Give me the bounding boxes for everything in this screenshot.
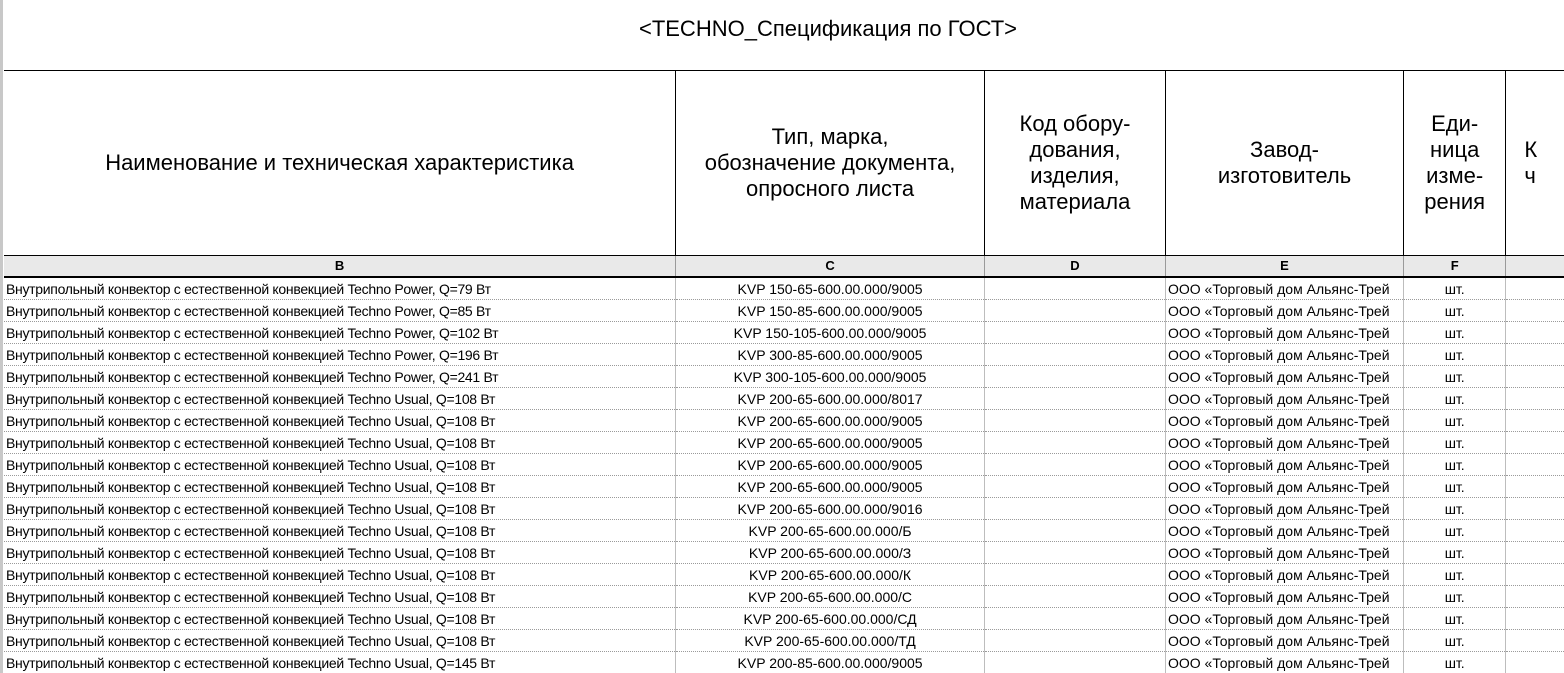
cell-manufacturer[interactable]: ООО «Торговый дом Альянс-Трей xyxy=(1165,277,1403,300)
table-row[interactable] xyxy=(4,476,1564,498)
cell-type[interactable]: KVP 200-65-600.00.000/9005 xyxy=(676,432,985,454)
column-letter-b[interactable]: B xyxy=(4,256,676,278)
cell-unit[interactable]: шт. xyxy=(1404,344,1506,366)
cell-type[interactable]: KVP 300-105-600.00.000/9005 xyxy=(676,366,985,388)
cell-type[interactable]: KVP 200-65-600.00.000/С xyxy=(676,586,985,608)
cell-unit[interactable]: шт. xyxy=(1404,498,1506,520)
cell-unit[interactable]: шт. xyxy=(1404,388,1506,410)
cell-name[interactable]: Внутрипольный конвектор с естественной конвекцией Techno Usual, Q=145 Вт xyxy=(4,652,676,673)
cell-quantity[interactable] xyxy=(1506,498,1564,520)
cell-unit[interactable]: шт. xyxy=(1404,608,1506,630)
cell-unit[interactable]: шт. xyxy=(1404,410,1506,432)
cell-unit[interactable]: шт. xyxy=(1404,322,1506,344)
cell-manufacturer[interactable]: ООО «Торговый дом Альянс-Трей xyxy=(1165,520,1403,542)
table-row[interactable] xyxy=(4,454,1564,476)
cell-name[interactable]: Внутрипольный конвектор с естественной конвекцией Techno Usual, Q=108 Вт xyxy=(4,520,676,542)
cell-code[interactable] xyxy=(985,498,1166,520)
cell-code[interactable] xyxy=(985,454,1166,476)
cell-code[interactable] xyxy=(985,608,1166,630)
cell-manufacturer[interactable]: ООО «Торговый дом Альянс-Трей xyxy=(1165,344,1403,366)
table-row[interactable] xyxy=(4,366,1564,388)
cell-code[interactable] xyxy=(985,277,1166,300)
cell-unit[interactable]: шт. xyxy=(1404,432,1506,454)
table-row[interactable] xyxy=(4,388,1564,410)
cell-quantity[interactable] xyxy=(1506,586,1564,608)
cell-quantity[interactable] xyxy=(1506,630,1564,652)
cell-code[interactable] xyxy=(985,300,1166,322)
table-row[interactable] xyxy=(4,300,1564,322)
cell-code[interactable] xyxy=(985,344,1166,366)
cell-type[interactable]: KVP 200-65-600.00.000/9005 xyxy=(676,410,985,432)
column-letter-d[interactable]: D xyxy=(985,256,1166,278)
cell-name[interactable]: Внутрипольный конвектор с естественной конвекцией Techno Power, Q=79 Вт xyxy=(4,277,676,300)
cell-name[interactable]: Внутрипольный конвектор с естественной конвекцией Techno Usual, Q=108 Вт xyxy=(4,498,676,520)
cell-unit[interactable]: шт. xyxy=(1404,542,1506,564)
header-unit[interactable]: Еди- ница изме- рения xyxy=(1404,71,1506,256)
cell-quantity[interactable] xyxy=(1506,564,1564,586)
cell-unit[interactable]: шт. xyxy=(1404,630,1506,652)
cell-manufacturer[interactable]: ООО «Торговый дом Альянс-Трей xyxy=(1165,608,1403,630)
cell-code[interactable] xyxy=(985,520,1166,542)
cell-manufacturer[interactable]: ООО «Торговый дом Альянс-Трей xyxy=(1165,454,1403,476)
cell-manufacturer[interactable]: ООО «Торговый дом Альянс-Трей xyxy=(1165,300,1403,322)
table-row[interactable] xyxy=(4,542,1564,564)
cell-code[interactable] xyxy=(985,564,1166,586)
column-letter-c[interactable]: C xyxy=(676,256,985,278)
cell-type[interactable]: KVP 200-65-600.00.000/СД xyxy=(676,608,985,630)
cell-unit[interactable]: шт. xyxy=(1404,476,1506,498)
cell-name[interactable]: Внутрипольный конвектор с естественной конвекцией Techno Power, Q=196 Вт xyxy=(4,344,676,366)
cell-quantity[interactable] xyxy=(1506,366,1564,388)
cell-name[interactable]: Внутрипольный конвектор с естественной конвекцией Techno Usual, Q=108 Вт xyxy=(4,564,676,586)
cell-code[interactable] xyxy=(985,630,1166,652)
cell-quantity[interactable] xyxy=(1506,432,1564,454)
cell-manufacturer[interactable]: ООО «Торговый дом Альянс-Трей xyxy=(1165,322,1403,344)
cell-name[interactable]: Внутрипольный конвектор с естественной конвекцией Techno Usual, Q=108 Вт xyxy=(4,586,676,608)
cell-type[interactable]: KVP 200-65-600.00.000/З xyxy=(676,542,985,564)
cell-type[interactable]: KVP 200-65-600.00.000/9016 xyxy=(676,498,985,520)
cell-type[interactable]: KVP 200-65-600.00.000/9005 xyxy=(676,454,985,476)
cell-name[interactable]: Внутрипольный конвектор с естественной конвекцией Techno Usual, Q=108 Вт xyxy=(4,388,676,410)
cell-manufacturer[interactable]: ООО «Торговый дом Альянс-Трей xyxy=(1165,586,1403,608)
cell-code[interactable] xyxy=(985,388,1166,410)
table-row[interactable] xyxy=(4,410,1564,432)
schedule-body xyxy=(4,277,1564,673)
cell-manufacturer[interactable]: ООО «Торговый дом Альянс-Трей xyxy=(1165,366,1403,388)
cell-name[interactable]: Внутрипольный конвектор с естественной конвекцией Techno Usual, Q=108 Вт xyxy=(4,608,676,630)
table-row[interactable] xyxy=(4,344,1564,366)
table-row[interactable] xyxy=(4,630,1564,652)
cell-name[interactable]: Внутрипольный конвектор с естественной конвекцией Techno Power, Q=102 Вт xyxy=(4,322,676,344)
header-quantity[interactable]: К ч xyxy=(1506,71,1564,256)
cell-quantity[interactable] xyxy=(1506,300,1564,322)
cell-unit[interactable]: шт. xyxy=(1404,300,1506,322)
column-letter-row xyxy=(4,256,1564,278)
cell-code[interactable] xyxy=(985,652,1166,673)
cell-code[interactable] xyxy=(985,542,1166,564)
table-row[interactable] xyxy=(4,432,1564,454)
cell-quantity[interactable] xyxy=(1506,388,1564,410)
cell-manufacturer[interactable]: ООО «Торговый дом Альянс-Трей xyxy=(1165,410,1403,432)
cell-unit[interactable]: шт. xyxy=(1404,652,1506,673)
cell-name[interactable]: Внутрипольный конвектор с естественной конвекцией Techno Power, Q=241 Вт xyxy=(4,366,676,388)
cell-quantity[interactable] xyxy=(1506,608,1564,630)
cell-name[interactable]: Внутрипольный конвектор с естественной конвекцией Techno Usual, Q=108 Вт xyxy=(4,454,676,476)
cell-type[interactable]: KVP 300-85-600.00.000/9005 xyxy=(676,344,985,366)
header-name[interactable]: Наименование и техническая характеристика xyxy=(4,71,676,256)
column-letter-g[interactable] xyxy=(1506,256,1564,278)
cell-type[interactable]: KVP 200-65-600.00.000/9005 xyxy=(676,476,985,498)
cell-name[interactable]: Внутрипольный конвектор с естественной конвекцией Techno Usual, Q=108 Вт xyxy=(4,432,676,454)
cell-name[interactable]: Внутрипольный конвектор с естественной конвекцией Techno Usual, Q=108 Вт xyxy=(4,410,676,432)
cell-code[interactable] xyxy=(985,432,1166,454)
cell-type[interactable]: KVP 150-105-600.00.000/9005 xyxy=(676,322,985,344)
cell-type[interactable]: KVP 150-65-600.00.000/9005 xyxy=(676,277,985,300)
cell-quantity[interactable] xyxy=(1506,476,1564,498)
cell-code[interactable] xyxy=(985,410,1166,432)
cell-manufacturer[interactable]: ООО «Торговый дом Альянс-Трей xyxy=(1165,498,1403,520)
column-letter-f[interactable]: F xyxy=(1404,256,1506,278)
cell-unit[interactable]: шт. xyxy=(1404,586,1506,608)
cell-code[interactable] xyxy=(985,322,1166,344)
cell-type[interactable]: KVP 200-85-600.00.000/9005 xyxy=(676,652,985,673)
table-row[interactable] xyxy=(4,608,1564,630)
cell-quantity[interactable] xyxy=(1506,520,1564,542)
cell-unit[interactable]: шт. xyxy=(1404,366,1506,388)
cell-quantity[interactable] xyxy=(1506,410,1564,432)
cell-manufacturer[interactable]: ООО «Торговый дом Альянс-Трей xyxy=(1165,432,1403,454)
cell-unit[interactable]: шт. xyxy=(1404,454,1506,476)
cell-quantity[interactable] xyxy=(1506,542,1564,564)
cell-code[interactable] xyxy=(985,476,1166,498)
column-letter-e[interactable]: E xyxy=(1165,256,1403,278)
cell-manufacturer[interactable]: ООО «Торговый дом Альянс-Трей xyxy=(1165,388,1403,410)
cell-quantity[interactable] xyxy=(1506,454,1564,476)
header-row xyxy=(4,71,1564,256)
table-row[interactable] xyxy=(4,520,1564,542)
cell-name[interactable]: Внутрипольный конвектор с естественной конвекцией Techno Usual, Q=108 Вт xyxy=(4,542,676,564)
header-code[interactable]: Код обору- дования, изделия, материала xyxy=(985,71,1166,256)
cell-manufacturer[interactable]: ООО «Торговый дом Альянс-Трей xyxy=(1165,564,1403,586)
cell-unit[interactable]: шт. xyxy=(1404,277,1506,300)
cell-quantity[interactable] xyxy=(1506,322,1564,344)
table-row[interactable] xyxy=(4,277,1564,300)
cell-type[interactable]: KVP 200-65-600.00.000/ТД xyxy=(676,630,985,652)
cell-type[interactable]: KVP 200-65-600.00.000/К xyxy=(676,564,985,586)
cell-manufacturer[interactable]: ООО «Торговый дом Альянс-Трей xyxy=(1165,542,1403,564)
cell-type[interactable]: KVP 200-65-600.00.000/8017 xyxy=(676,388,985,410)
window-left-border xyxy=(0,0,3,673)
schedule-table xyxy=(4,70,1564,673)
cell-name[interactable]: Внутрипольный конвектор с естественной конвекцией Techno Power, Q=85 Вт xyxy=(4,300,676,322)
cell-code[interactable] xyxy=(985,366,1166,388)
header-type[interactable]: Тип, марка, обозначение документа, опросного листа xyxy=(676,71,985,256)
cell-name[interactable]: Внутрипольный конвектор с естественной конвекцией Techno Usual, Q=108 Вт xyxy=(4,630,676,652)
cell-quantity[interactable] xyxy=(1506,344,1564,366)
cell-manufacturer[interactable]: ООО «Торговый дом Альянс-Трей xyxy=(1165,630,1403,652)
cell-manufacturer[interactable]: ООО «Торговый дом Альянс-Трей xyxy=(1165,652,1403,673)
cell-quantity[interactable] xyxy=(1506,277,1564,300)
table-row[interactable] xyxy=(4,322,1564,344)
cell-type[interactable]: KVP 200-65-600.00.000/Б xyxy=(676,520,985,542)
cell-type[interactable]: KVP 150-85-600.00.000/9005 xyxy=(676,300,985,322)
table-row[interactable] xyxy=(4,564,1564,586)
cell-unit[interactable]: шт. xyxy=(1404,564,1506,586)
table-row[interactable] xyxy=(4,652,1564,673)
cell-name[interactable]: Внутрипольный конвектор с естественной конвекцией Techno Usual, Q=108 Вт xyxy=(4,476,676,498)
schedule-title: <TECHNO_Спецификация по ГОСТ> xyxy=(638,16,1018,41)
header-manufacturer[interactable]: Завод- изготовитель xyxy=(1165,71,1403,256)
cell-manufacturer[interactable]: ООО «Торговый дом Альянс-Трей xyxy=(1165,476,1403,498)
cell-quantity[interactable] xyxy=(1506,652,1564,673)
table-row[interactable] xyxy=(4,498,1564,520)
cell-code[interactable] xyxy=(985,586,1166,608)
table-row[interactable] xyxy=(4,586,1564,608)
cell-unit[interactable]: шт. xyxy=(1404,520,1506,542)
